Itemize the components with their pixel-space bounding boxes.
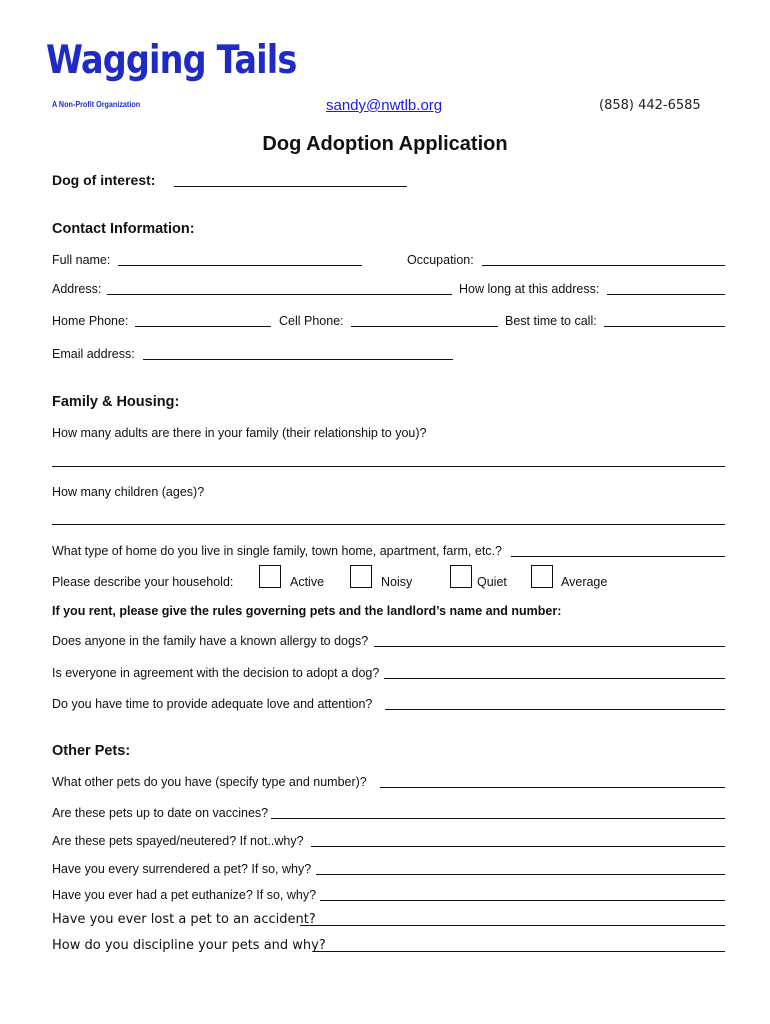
noisy-option-label: Noisy bbox=[381, 575, 413, 589]
time-field[interactable] bbox=[385, 709, 725, 710]
other-pets-question: What other pets do you have (specify type and number)? bbox=[52, 775, 367, 789]
other-pets-heading: Other Pets: bbox=[52, 743, 131, 759]
home-type-question: What type of home do you live in single family, town home, apartment, farm, etc.? bbox=[52, 544, 502, 558]
discipline-question: How do you discipline your pets and why? bbox=[52, 938, 326, 953]
children-question: How many children (ages)? bbox=[52, 485, 205, 499]
how-long-label: How long at this address: bbox=[459, 282, 600, 296]
active-checkbox[interactable] bbox=[259, 565, 281, 588]
home-phone-label: Home Phone: bbox=[52, 314, 129, 328]
occupation-label: Occupation: bbox=[407, 253, 474, 267]
noisy-checkbox[interactable] bbox=[350, 565, 372, 588]
cell-phone-label: Cell Phone: bbox=[279, 314, 344, 328]
agreement-question: Is everyone in agreement with the decision to adopt a dog? bbox=[52, 666, 380, 680]
spayed-field[interactable] bbox=[311, 846, 725, 847]
phone-number: (858) 442-6585 bbox=[599, 98, 701, 113]
wagging-tails-logo: Wagging Tails bbox=[46, 38, 297, 83]
surrendered-question: Have you every surrendered a pet? If so, why? bbox=[52, 862, 312, 876]
surrendered-field[interactable] bbox=[316, 874, 725, 875]
lost-question: Have you ever lost a pet to an accident? bbox=[52, 912, 316, 927]
email-address-label: Email address: bbox=[52, 347, 135, 361]
email-link[interactable]: sandy@nwtlb.org bbox=[326, 97, 443, 114]
home-phone-field[interactable] bbox=[135, 326, 271, 327]
active-option-label: Active bbox=[290, 575, 325, 589]
contact-heading: Contact Information: bbox=[52, 221, 195, 237]
agreement-field[interactable] bbox=[384, 678, 725, 679]
allergy-field[interactable] bbox=[374, 646, 725, 647]
family-heading: Family & Housing: bbox=[52, 394, 180, 410]
other-pets-field[interactable] bbox=[380, 787, 725, 788]
page-title: Dog Adoption Application bbox=[262, 133, 508, 155]
vaccines-question: Are these pets up to date on vaccines? bbox=[52, 806, 269, 820]
address-field[interactable] bbox=[107, 294, 452, 295]
tagline: A Non-Profit Organization bbox=[52, 100, 141, 109]
children-answer-field[interactable] bbox=[52, 524, 725, 525]
spayed-question: Are these pets spayed/neutered? If not..why? bbox=[52, 834, 304, 848]
euthanize-question: Have you ever had a pet euthanize? If so, why? bbox=[52, 888, 317, 902]
allergy-question: Does anyone in the family have a known allergy to dogs? bbox=[52, 634, 369, 648]
quiet-option-label: Quiet bbox=[477, 575, 507, 589]
average-checkbox[interactable] bbox=[531, 565, 553, 588]
rent-instruction: If you rent, please give the rules governing pets and the landlord’s name and number: bbox=[52, 604, 562, 618]
best-time-field[interactable] bbox=[604, 326, 725, 327]
address-label: Address: bbox=[52, 282, 102, 296]
lost-field[interactable] bbox=[300, 925, 725, 926]
home-type-field[interactable] bbox=[511, 556, 725, 557]
average-option-label: Average bbox=[561, 575, 608, 589]
dog-of-interest-label: Dog of interest: bbox=[52, 172, 156, 188]
household-label: Please describe your household: bbox=[52, 575, 234, 589]
occupation-field[interactable] bbox=[482, 265, 725, 266]
full-name-field[interactable] bbox=[118, 265, 362, 266]
quiet-checkbox[interactable] bbox=[450, 565, 472, 588]
adults-answer-field[interactable] bbox=[52, 466, 725, 467]
cell-phone-field[interactable] bbox=[351, 326, 498, 327]
adults-question: How many adults are there in your family (their relationship to you)? bbox=[52, 426, 427, 440]
best-time-label: Best time to call: bbox=[505, 314, 597, 328]
how-long-field[interactable] bbox=[607, 294, 725, 295]
euthanize-field[interactable] bbox=[320, 900, 725, 901]
email-address-field[interactable] bbox=[143, 359, 453, 360]
time-question: Do you have time to provide adequate love and attention? bbox=[52, 697, 373, 711]
full-name-label: Full name: bbox=[52, 253, 111, 267]
vaccines-field[interactable] bbox=[271, 818, 725, 819]
discipline-field[interactable] bbox=[313, 951, 725, 952]
dog-of-interest-field[interactable] bbox=[174, 186, 407, 187]
